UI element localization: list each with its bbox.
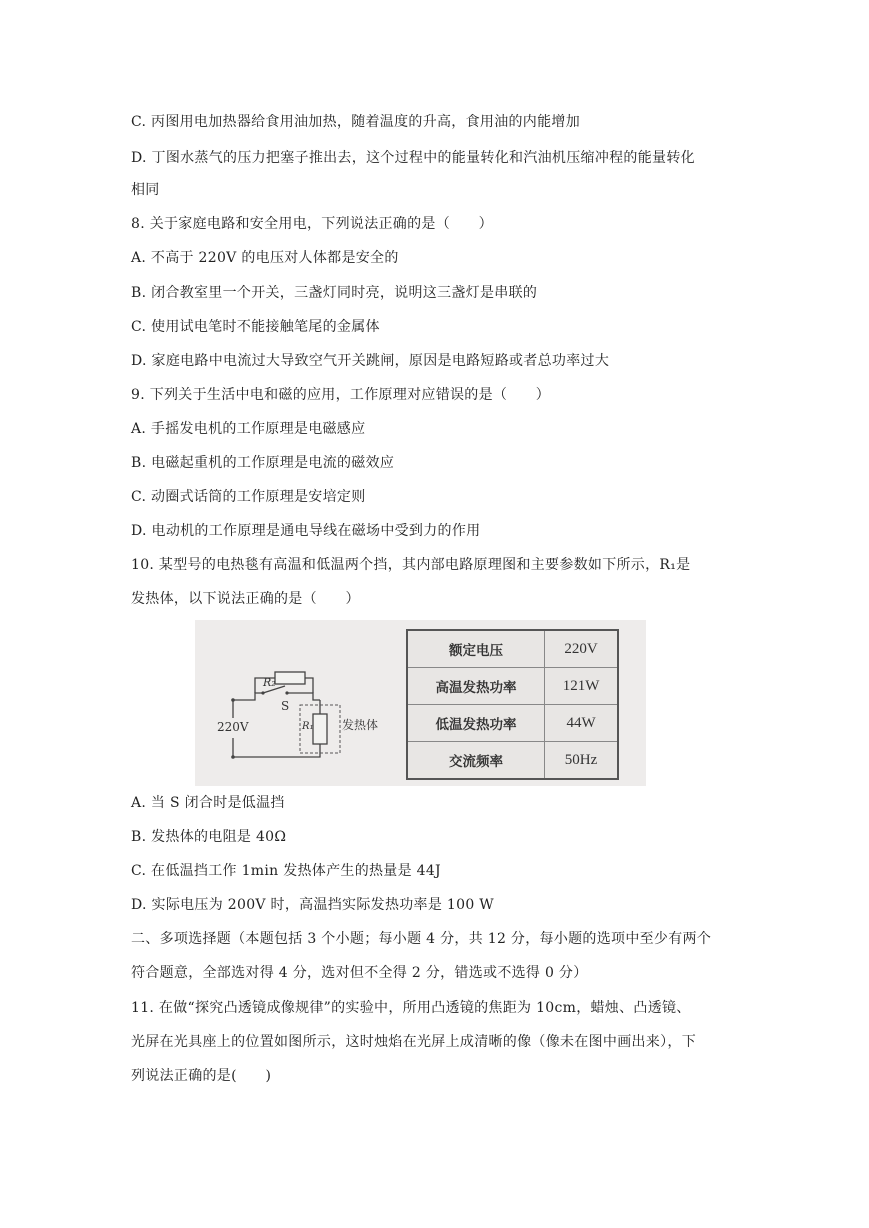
option-8a: A. 不高于 220V 的电压对人体都是安全的 xyxy=(131,250,399,266)
option-8d: D. 家庭电路中电流过大导致空气开关跳闸，原因是电路短路或者总功率过大 xyxy=(131,353,610,369)
table-row xyxy=(407,705,618,742)
table-row xyxy=(407,668,618,705)
section-2-heading-cont: 符合题意，全部选对得 4 分，选对但不全得 2 分，错选或不选得 0 分） xyxy=(131,965,588,981)
param-key: 低温发热功率 xyxy=(407,705,545,742)
section-2-heading: 二、多项选择题（本题包括 3 个小题；每小题 4 分，共 12 分，每小题的选项中至少有两个 xyxy=(131,931,712,947)
option-10b: B. 发热体的电阻是 40Ω xyxy=(131,829,287,845)
option-10c: C. 在低温挡工作 1min 发热体产生的热量是 44J xyxy=(131,863,441,879)
question-11-cont1: 光屏在光具座上的位置如图所示，这时烛焰在光屏上成清晰的像（像未在图中画出来），下 xyxy=(131,1034,696,1050)
parameter-table xyxy=(406,629,619,780)
option-7d-cont: 相同 xyxy=(131,182,160,198)
param-value: 220V xyxy=(545,630,618,668)
param-value: 121W xyxy=(545,668,618,705)
question-10-cont: 发热体，以下说法正确的是（ ） xyxy=(131,591,360,607)
voltage-label: 220V xyxy=(217,720,249,734)
option-9b: B. 电磁起重机的工作原理是电流的磁效应 xyxy=(131,455,395,471)
switch-label: S xyxy=(281,699,290,713)
r1-label: R₁ xyxy=(302,721,314,732)
param-key: 额定电压 xyxy=(407,630,545,668)
option-8c: C. 使用试电笔时不能接触笔尾的金属体 xyxy=(131,319,380,335)
question-11: 11. 在做“探究凸透镜成像规律”的实验中，所用凸透镜的焦距为 10cm，蜡烛、凸透镜、 xyxy=(131,1000,691,1016)
param-key: 高温发热功率 xyxy=(407,668,545,705)
option-8b: B. 闭合教室里一个开关，三盏灯同时亮，说明这三盏灯是串联的 xyxy=(131,285,538,301)
option-9c: C. 动圈式话筒的工作原理是安培定则 xyxy=(131,489,366,505)
question-9: 9. 下列关于生活中电和磁的应用，工作原理对应错误的是（ ） xyxy=(131,387,551,403)
question-8: 8. 关于家庭电路和安全用电，下列说法正确的是（ ） xyxy=(131,216,493,232)
r2-label: R₂ xyxy=(263,676,276,689)
circuit-diagram xyxy=(195,620,395,786)
param-key: 交流频率 xyxy=(407,742,545,780)
param-value: 44W xyxy=(545,705,618,742)
option-9a: A. 手摇发电机的工作原理是电磁感应 xyxy=(131,421,366,437)
table-row xyxy=(407,630,618,668)
question-10: 10. 某型号的电热毯有高温和低温两个挡，其内部电路原理图和主要参数如下所示，R₁是 xyxy=(131,557,691,573)
question-10-figure xyxy=(195,620,646,786)
option-10a: A. 当 S 闭合时是低温挡 xyxy=(131,795,285,811)
param-value: 50Hz xyxy=(545,742,618,780)
option-7d: D. 丁图水蒸气的压力把塞子推出去，这个过程中的能量转化和汽油机压缩冲程的能量转化 xyxy=(131,150,695,166)
option-7c: C. 丙图用电加热器给食用油加热，随着温度的升高，食用油的内能增加 xyxy=(131,114,581,130)
heater-label: 发热体 xyxy=(342,718,379,732)
option-9d: D. 电动机的工作原理是通电导线在磁场中受到力的作用 xyxy=(131,523,481,539)
table-row xyxy=(407,742,618,780)
option-10d: D. 实际电压为 200V 时，高温挡实际发热功率是 100 W xyxy=(131,897,494,913)
question-11-cont2: 列说法正确的是( ) xyxy=(131,1068,272,1084)
